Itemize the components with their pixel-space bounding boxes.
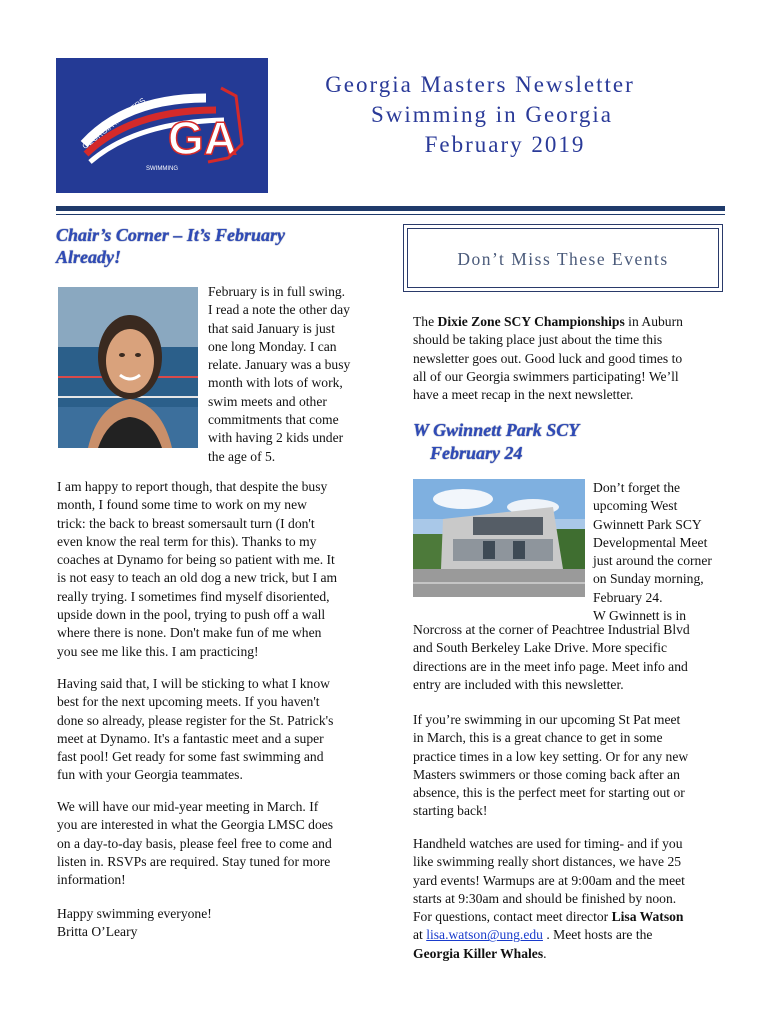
text-line: best for the next upcoming meets. If you haven't: [57, 694, 320, 710]
newsletter-subtitle: Swimming in Georgia: [370, 102, 613, 127]
gwinnett-building-photo: [413, 479, 585, 597]
text-line: listen in. RSVPs are required. Stay tuned for more: [57, 853, 331, 869]
text-line: February 24.: [593, 589, 663, 605]
text-line: trick: the back to breast somersault turn (I don't: [57, 515, 315, 531]
text-line: you are interested in what the Georgia LMSC does: [57, 817, 334, 833]
text-line: [413, 313, 723, 331]
text-line: with having 2 kids under: [208, 430, 344, 446]
chairs-corner-intro: [208, 283, 368, 466]
text-fragment: in Auburn: [624, 314, 683, 329]
text-line: that said January is just: [208, 320, 335, 336]
text-line: should be taking place just about the time this: [413, 332, 663, 348]
text-fragment: at: [413, 927, 427, 943]
signature-line: Britta O’Leary: [57, 924, 138, 940]
text-line: [413, 945, 723, 963]
text-line: is not easy to teach an old dog a new trick, but I am: [57, 570, 338, 586]
text-line: all of our Georgia swimmers participating! We’ll: [413, 368, 679, 384]
text-line: [413, 926, 723, 944]
text-line: like swimming really short distances, we have 25: [413, 854, 682, 870]
text-line: [413, 908, 723, 926]
text-line: If you’re swimming in our upcoming St Pat meet: [413, 712, 681, 727]
text-line: you see me like this. I am practicing!: [57, 643, 259, 659]
text-line: on Sunday morning,: [593, 571, 704, 587]
text-fragment: For questions, contact meet director: [413, 909, 612, 925]
text-line: entry are included with this newsletter.: [413, 676, 624, 692]
logo-sub-text: SWIMMING: [146, 166, 178, 172]
logo-graphic: [56, 58, 268, 193]
gwinnett-location-text: [413, 621, 728, 694]
text-line: swim meets and other: [208, 393, 327, 409]
header-divider-thin: [56, 214, 725, 215]
text-line: Don’t forget the: [593, 480, 681, 495]
text-line: meet at Dynamo. It's a fantastic meet and a super: [57, 730, 324, 746]
text-line: Handheld watches are used for timing- and if you: [413, 836, 683, 851]
chairs-corner-paragraph-4: [57, 798, 369, 889]
text-line: fast pool! Get ready for some fast swimming and: [57, 749, 324, 765]
heading-line: Already!: [56, 247, 121, 267]
chairs-corner-heading: [56, 224, 356, 268]
text-line: in March, this is a great chance to get in some: [413, 730, 663, 746]
dixie-zone-paragraph: [413, 313, 723, 404]
gwinnett-paragraph-3: [413, 835, 723, 963]
newsletter-title: Georgia Masters Newsletter: [325, 72, 635, 97]
events-callout-box: [403, 224, 723, 292]
text-line: Norcross at the corner of Peachtree Industrial Blvd: [413, 622, 690, 637]
dixie-meet-name: Dixie Zone SCY Championships: [437, 314, 625, 329]
text-line: month, I found some time to work on my new: [57, 497, 307, 513]
text-line: practice times in a low key setting. Or for any new: [413, 748, 689, 764]
text-line: Gwinnett Park SCY: [593, 516, 702, 532]
text-line: upcoming West: [593, 498, 678, 514]
text-line: upside down in the pool, trying to push off a wall: [57, 607, 326, 623]
chairs-corner-closing: [57, 905, 369, 942]
events-callout-inner-border: [407, 228, 719, 288]
text-line: Happy swimming everyone!: [57, 906, 212, 921]
logo-initials: GA: [168, 112, 237, 164]
text-line: starts at 9:30am and should be finished by noon.: [413, 890, 677, 906]
meet-director-email-link[interactable]: lisa.watson@ung.edu: [426, 927, 543, 943]
logo-arc-text: GEORGIA MASTERS: [80, 96, 148, 152]
text-line: on a day-to-day basis, please feel free to come and: [57, 835, 332, 851]
text-line: February is in full swing.: [208, 284, 346, 299]
text-fragment: .: [543, 945, 547, 961]
text-line: have a meet recap in the next newsletter.: [413, 387, 634, 403]
text-line: I am happy to report though, that despite the busy: [57, 479, 328, 494]
text-line: I read a note the other day: [208, 302, 350, 318]
text-line: information!: [57, 872, 126, 888]
text-fragment: . Meet hosts are the: [542, 927, 653, 943]
text-line: month with lots of work,: [208, 375, 343, 391]
text-line: coaches at Dynamo for being so patient with me. It: [57, 552, 335, 568]
text-line: done so already, please register for the St. Patrick's: [57, 712, 334, 728]
events-box-title: Don’t Miss These Events: [457, 249, 669, 269]
text-line: We will have our mid-year meeting in March. If: [57, 799, 319, 814]
text-fragment: The: [413, 314, 438, 329]
text-line: just around the corner: [593, 553, 712, 569]
header-divider: [56, 206, 725, 211]
gwinnett-paragraph-2: [413, 711, 723, 821]
text-line: W Gwinnett is in: [593, 608, 687, 624]
text-line: Masters swimmers or those coming back after an: [413, 766, 680, 782]
text-line: relate. January was a busy: [208, 357, 351, 373]
text-line: commitments that come: [208, 412, 339, 428]
meet-director-name: Lisa Watson: [611, 909, 684, 925]
text-line: the age of 5.: [208, 448, 276, 464]
heading-line: Chair’s Corner – It’s February: [56, 225, 286, 245]
text-line: one long Monday. I can: [208, 338, 337, 354]
chairs-corner-paragraph-3: [57, 675, 369, 785]
gwinnett-side-text: [593, 479, 763, 625]
text-line: even know the real term for this). Thanks to my: [57, 533, 317, 549]
gwinnett-heading: W Gwinnett Park SCY: [413, 420, 580, 440]
chair-portrait-photo: [58, 287, 198, 448]
text-line: Developmental Meet: [593, 534, 708, 550]
text-line: absence, this is the perfect meet for starting out or: [413, 785, 685, 801]
text-line: starting back!: [413, 803, 488, 819]
chairs-corner-paragraph-2: [57, 478, 369, 661]
text-line: yard events! Warmups are at 9:00am and the meet: [413, 872, 685, 888]
text-line: newsletter goes out. Good luck and good times to: [413, 350, 683, 366]
text-line: fun with your Georgia teammates.: [57, 767, 243, 783]
newsletter-date: February 2019: [424, 132, 586, 157]
meet-hosts-name: Georgia Killer Whales: [413, 945, 544, 961]
text-line: directions are in the meet info page. Meet info and: [413, 658, 688, 674]
gwinnett-heading-date: February 24: [430, 443, 523, 463]
text-line: Having said that, I will be sticking to what I know: [57, 676, 330, 691]
ga-masters-logo: [56, 58, 268, 193]
text-line: where there is none. Don't make fun of me when: [57, 625, 322, 641]
text-line: really trying. I sometimes find myself disoriented,: [57, 588, 330, 604]
text-line: and South Berkeley Lake Drive. More specific: [413, 640, 668, 656]
